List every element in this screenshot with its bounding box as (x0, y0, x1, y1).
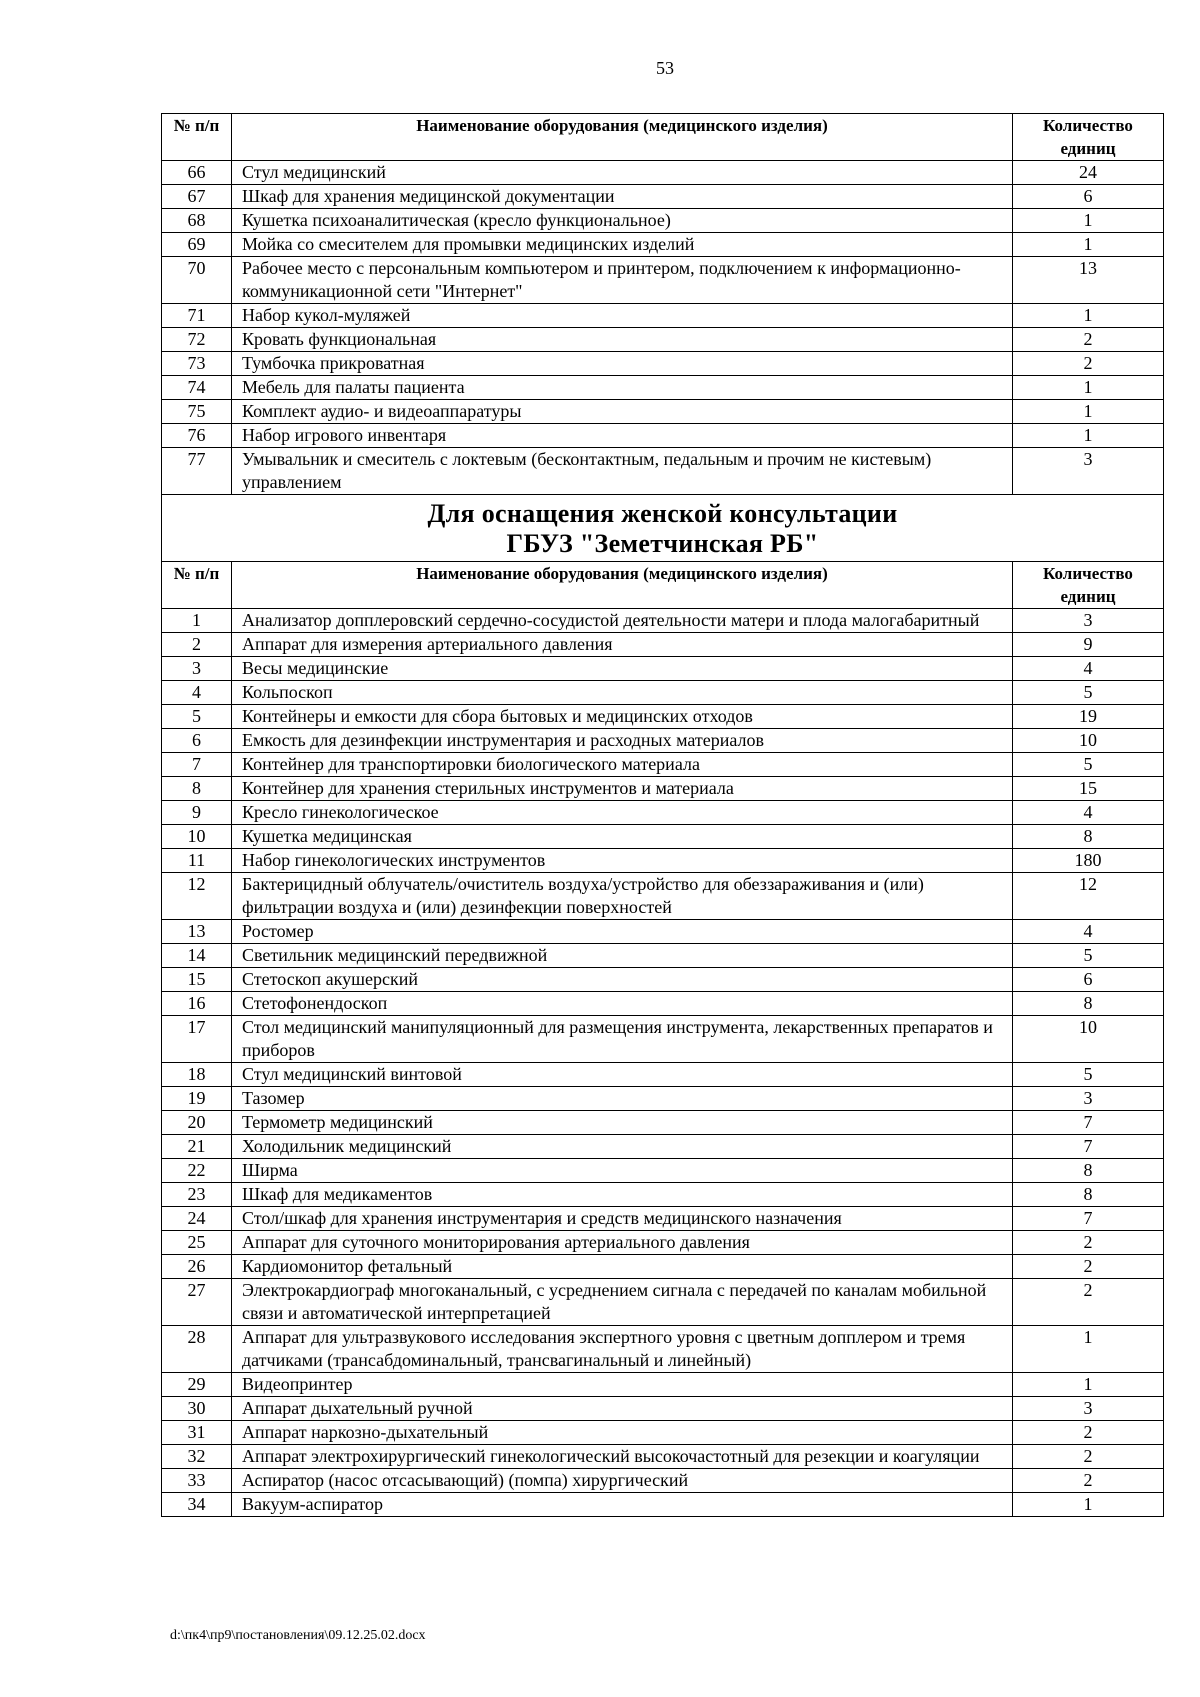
equipment-table (161, 113, 1164, 1517)
row-quantity: 4 (1013, 920, 1164, 944)
row-number: 21 (162, 1135, 232, 1159)
row-name: Кресло гинекологическое (232, 801, 1013, 825)
header-num: № п/п (162, 562, 232, 609)
row-number: 25 (162, 1231, 232, 1255)
footer-file-path: d:\пк4\пр9\постановления\09.12.25.02.docx (170, 1628, 426, 1643)
table-row (162, 1326, 1164, 1373)
table-row (162, 657, 1164, 681)
table-row (162, 753, 1164, 777)
row-number: 76 (162, 424, 232, 448)
row-quantity: 2 (1013, 1421, 1164, 1445)
row-number: 27 (162, 1279, 232, 1326)
row-number: 8 (162, 777, 232, 801)
table-row (162, 849, 1164, 873)
row-quantity: 1 (1013, 304, 1164, 328)
table-row (162, 328, 1164, 352)
table-header-row (162, 114, 1164, 161)
row-number: 4 (162, 681, 232, 705)
row-quantity: 3 (1013, 448, 1164, 495)
row-name: Стул медицинский (232, 161, 1013, 185)
row-number: 74 (162, 376, 232, 400)
row-name: Тазомер (232, 1087, 1013, 1111)
section-title-line-1: Для оснащения женской консультации (427, 499, 898, 528)
row-name: Ширма (232, 1159, 1013, 1183)
row-name: Набор игрового инвентаря (232, 424, 1013, 448)
row-name: Видеопринтер (232, 1373, 1013, 1397)
row-number: 3 (162, 657, 232, 681)
row-name: Аппарат для суточного мониторирования артериального давления (232, 1231, 1013, 1255)
row-name: Стетофонендоскоп (232, 992, 1013, 1016)
row-name: Рабочее место с персональным компьютером и принтером, подключением к информационно-коммуникационной сети "Интернет" (232, 257, 1013, 304)
row-number: 15 (162, 968, 232, 992)
row-number: 67 (162, 185, 232, 209)
row-number: 9 (162, 801, 232, 825)
row-number: 26 (162, 1255, 232, 1279)
table-row (162, 233, 1164, 257)
table-row (162, 376, 1164, 400)
row-quantity: 4 (1013, 657, 1164, 681)
table-header-row (162, 562, 1164, 609)
row-quantity: 2 (1013, 1445, 1164, 1469)
row-number: 23 (162, 1183, 232, 1207)
row-name: Контейнер для хранения стерильных инструментов и материала (232, 777, 1013, 801)
row-name: Кушетка психоаналитическая (кресло функциональное) (232, 209, 1013, 233)
row-number: 29 (162, 1373, 232, 1397)
table-row (162, 400, 1164, 424)
row-number: 2 (162, 633, 232, 657)
row-number: 75 (162, 400, 232, 424)
section-block (162, 495, 1164, 562)
row-name: Контейнеры и емкости для сбора бытовых и медицинских отходов (232, 705, 1013, 729)
header-num: № п/п (162, 114, 232, 161)
row-number: 14 (162, 944, 232, 968)
row-name: Стол медицинский манипуляционный для размещения инструмента, лекарственных препаратов и приборов (232, 1016, 1013, 1063)
row-name: Набор кукол-муляжей (232, 304, 1013, 328)
table-row (162, 1135, 1164, 1159)
table-row (162, 304, 1164, 328)
row-name: Аппарат для измерения артериального давления (232, 633, 1013, 657)
table-row (162, 801, 1164, 825)
row-number: 18 (162, 1063, 232, 1087)
row-name: Термометр медицинский (232, 1111, 1013, 1135)
header-name: Наименование оборудования (медицинского изделия) (232, 562, 1013, 609)
row-number: 73 (162, 352, 232, 376)
row-name: Аспиратор (насос отсасывающий) (помпа) хирургический (232, 1469, 1013, 1493)
row-number: 34 (162, 1493, 232, 1517)
section-title-cell (162, 495, 1164, 562)
row-quantity: 13 (1013, 257, 1164, 304)
row-quantity: 7 (1013, 1207, 1164, 1231)
table-row (162, 681, 1164, 705)
row-quantity: 1 (1013, 376, 1164, 400)
row-quantity: 10 (1013, 1016, 1164, 1063)
row-number: 17 (162, 1016, 232, 1063)
table-row (162, 161, 1164, 185)
row-number: 19 (162, 1087, 232, 1111)
table-row (162, 992, 1164, 1016)
table-row (162, 257, 1164, 304)
table-row (162, 1397, 1164, 1421)
row-quantity: 1 (1013, 1373, 1164, 1397)
row-name: Холодильник медицинский (232, 1135, 1013, 1159)
row-name: Анализатор допплеровский сердечно-сосудистой деятельности матери и плода малогабаритный (232, 609, 1013, 633)
row-number: 16 (162, 992, 232, 1016)
table-row (162, 1373, 1164, 1397)
row-quantity: 2 (1013, 1231, 1164, 1255)
row-quantity: 2 (1013, 1255, 1164, 1279)
row-name: Аппарат электрохирургический гинекологический высокочастотный для резекции и коагуляции (232, 1445, 1013, 1469)
row-quantity: 180 (1013, 849, 1164, 873)
row-quantity: 8 (1013, 1183, 1164, 1207)
row-name: Светильник медицинский передвижной (232, 944, 1013, 968)
row-number: 10 (162, 825, 232, 849)
row-name: Весы медицинские (232, 657, 1013, 681)
header-name: Наименование оборудования (медицинского изделия) (232, 114, 1013, 161)
table-row (162, 1231, 1164, 1255)
table-row (162, 1469, 1164, 1493)
table-row (162, 352, 1164, 376)
row-name: Контейнер для транспортировки биологического материала (232, 753, 1013, 777)
row-quantity: 3 (1013, 609, 1164, 633)
row-number: 31 (162, 1421, 232, 1445)
row-number: 70 (162, 257, 232, 304)
table-row (162, 1207, 1164, 1231)
row-quantity: 7 (1013, 1111, 1164, 1135)
row-quantity: 1 (1013, 400, 1164, 424)
row-number: 22 (162, 1159, 232, 1183)
table-row (162, 1016, 1164, 1063)
table-row (162, 777, 1164, 801)
header-qty: Количество единиц (1013, 114, 1164, 161)
row-name: Тумбочка прикроватная (232, 352, 1013, 376)
table-row (162, 920, 1164, 944)
row-number: 1 (162, 609, 232, 633)
row-name: Стетоскоп акушерский (232, 968, 1013, 992)
row-quantity: 1 (1013, 424, 1164, 448)
table-row (162, 448, 1164, 495)
row-number: 11 (162, 849, 232, 873)
row-name: Кольпоскоп (232, 681, 1013, 705)
table-row (162, 1111, 1164, 1135)
header-qty: Количество единиц (1013, 562, 1164, 609)
row-quantity: 9 (1013, 633, 1164, 657)
row-quantity: 3 (1013, 1087, 1164, 1111)
row-number: 66 (162, 161, 232, 185)
table-body-part-2 (162, 562, 1164, 1517)
row-quantity: 24 (1013, 161, 1164, 185)
row-quantity: 15 (1013, 777, 1164, 801)
table-row (162, 825, 1164, 849)
table-row (162, 1255, 1164, 1279)
table-row (162, 729, 1164, 753)
row-number: 33 (162, 1469, 232, 1493)
row-name: Аппарат дыхательный ручной (232, 1397, 1013, 1421)
row-name: Кушетка медицинская (232, 825, 1013, 849)
table-row (162, 1279, 1164, 1326)
row-quantity: 5 (1013, 681, 1164, 705)
row-name: Аппарат для ультразвукового исследования экспертного уровня с цветным допплером и тремя датчиками (трансабдоминальный, трансвагинальный и линейный) (232, 1326, 1013, 1373)
row-name: Мебель для палаты пациента (232, 376, 1013, 400)
row-name: Шкаф для медикаментов (232, 1183, 1013, 1207)
row-number: 24 (162, 1207, 232, 1231)
page-number: 53 (656, 58, 674, 78)
table-row (162, 1183, 1164, 1207)
table-row (162, 209, 1164, 233)
table-row (162, 633, 1164, 657)
row-number: 12 (162, 873, 232, 920)
row-quantity: 2 (1013, 352, 1164, 376)
row-name: Кровать функциональная (232, 328, 1013, 352)
row-name: Емкость для дезинфекции инструментария и расходных материалов (232, 729, 1013, 753)
row-number: 20 (162, 1111, 232, 1135)
row-name: Электрокардиограф многоканальный, с усреднением сигнала с передачей по каналам мобильной связи и автоматической интерпретацией (232, 1279, 1013, 1326)
row-quantity: 6 (1013, 185, 1164, 209)
row-quantity: 8 (1013, 825, 1164, 849)
row-quantity: 5 (1013, 753, 1164, 777)
table-row (162, 1445, 1164, 1469)
row-quantity: 1 (1013, 1493, 1164, 1517)
row-number: 69 (162, 233, 232, 257)
row-number: 71 (162, 304, 232, 328)
row-quantity: 6 (1013, 968, 1164, 992)
row-quantity: 7 (1013, 1135, 1164, 1159)
table-row (162, 873, 1164, 920)
table-body-part-1 (162, 114, 1164, 495)
row-quantity: 2 (1013, 1469, 1164, 1493)
row-name: Ростомер (232, 920, 1013, 944)
table-row (162, 968, 1164, 992)
row-number: 72 (162, 328, 232, 352)
row-name: Бактерицидный облучатель/очиститель воздуха/устройство для обеззараживания и (или) фильтрации воздуха и (или) дезинфекции поверхностей (232, 873, 1013, 920)
row-quantity: 4 (1013, 801, 1164, 825)
row-quantity: 19 (1013, 705, 1164, 729)
row-number: 30 (162, 1397, 232, 1421)
row-number: 13 (162, 920, 232, 944)
row-number: 68 (162, 209, 232, 233)
row-name: Умывальник и смеситель с локтевым (бесконтактным, педальным и прочим не кистевым) управлением (232, 448, 1013, 495)
section-title-row (162, 495, 1164, 562)
row-name: Аппарат наркозно-дыхательный (232, 1421, 1013, 1445)
row-quantity: 2 (1013, 328, 1164, 352)
row-number: 7 (162, 753, 232, 777)
row-name: Вакуум-аспиратор (232, 1493, 1013, 1517)
row-quantity: 1 (1013, 233, 1164, 257)
row-quantity: 10 (1013, 729, 1164, 753)
row-number: 32 (162, 1445, 232, 1469)
table-row (162, 1063, 1164, 1087)
section-title-line-2: ГБУЗ "Земетчинская РБ" (506, 529, 819, 558)
row-quantity: 5 (1013, 1063, 1164, 1087)
row-quantity: 5 (1013, 944, 1164, 968)
row-number: 5 (162, 705, 232, 729)
row-name: Кардиомонитор фетальный (232, 1255, 1013, 1279)
table-row (162, 1421, 1164, 1445)
row-quantity: 3 (1013, 1397, 1164, 1421)
row-name: Мойка со смесителем для промывки медицинских изделий (232, 233, 1013, 257)
row-number: 28 (162, 1326, 232, 1373)
table-row (162, 185, 1164, 209)
table-row (162, 705, 1164, 729)
row-name: Набор гинекологических инструментов (232, 849, 1013, 873)
table-row (162, 609, 1164, 633)
row-name: Стол/шкаф для хранения инструментария и средств медицинского назначения (232, 1207, 1013, 1231)
row-number: 77 (162, 448, 232, 495)
row-quantity: 1 (1013, 1326, 1164, 1373)
table-row (162, 1087, 1164, 1111)
row-name: Комплект аудио- и видеоаппаратуры (232, 400, 1013, 424)
table-row (162, 1159, 1164, 1183)
row-number: 6 (162, 729, 232, 753)
row-quantity: 1 (1013, 209, 1164, 233)
table-row (162, 1493, 1164, 1517)
table-row (162, 944, 1164, 968)
row-name: Шкаф для хранения медицинской документации (232, 185, 1013, 209)
table-row (162, 424, 1164, 448)
row-quantity: 12 (1013, 873, 1164, 920)
row-quantity: 8 (1013, 1159, 1164, 1183)
row-quantity: 2 (1013, 1279, 1164, 1326)
row-name: Стул медицинский винтовой (232, 1063, 1013, 1087)
row-quantity: 8 (1013, 992, 1164, 1016)
